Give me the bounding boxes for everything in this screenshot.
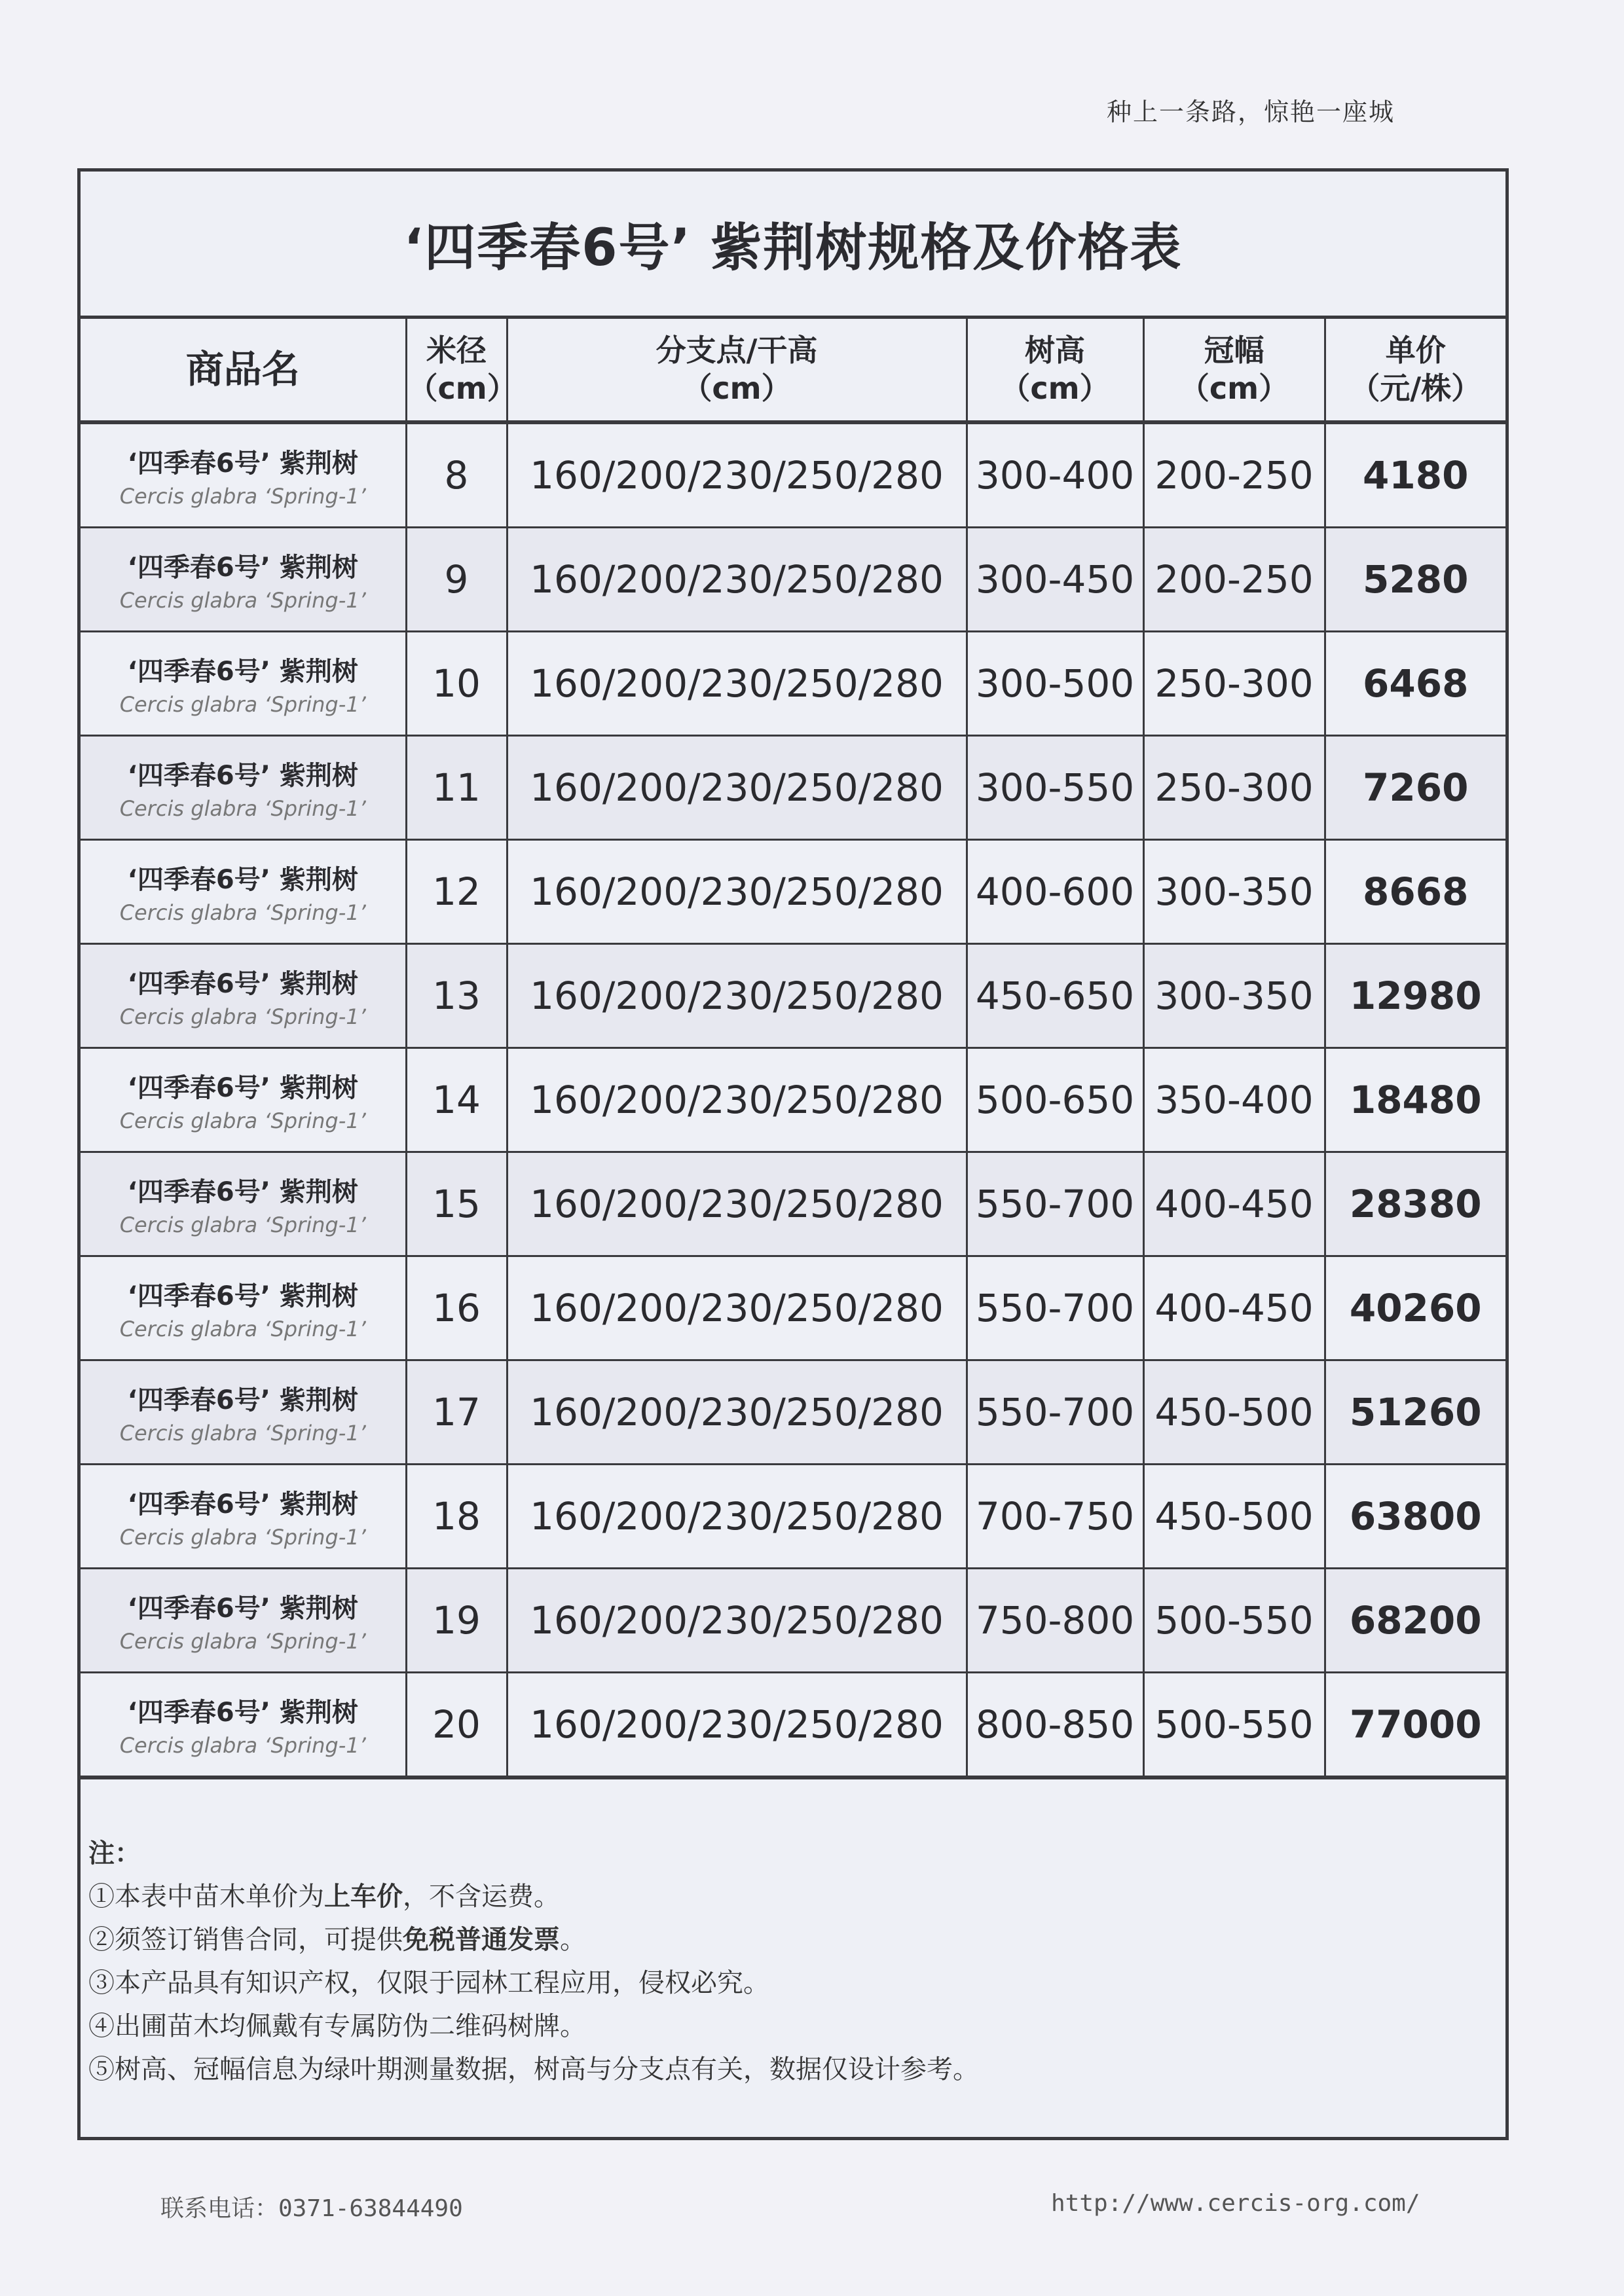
cell-product-name: ‘四季春6号’ 紫荆树 Cercis glabra ‘Spring-1’ <box>81 736 406 840</box>
cell-branch-height: 160/200/230/250/280 <box>507 1569 967 1673</box>
latin-name: Cercis glabra ‘Spring-1’ <box>119 691 366 717</box>
cell-branch-height: 160/200/230/250/280 <box>507 1673 967 1778</box>
cell-crown: 200-250 <box>1143 422 1325 528</box>
cell-price: 28380 <box>1325 1152 1505 1256</box>
cell-diameter: 19 <box>406 1569 507 1673</box>
cell-diameter: 13 <box>406 944 507 1048</box>
cell-product-name: ‘四季春6号’ 紫荆树 Cercis glabra ‘Spring-1’ <box>81 1048 406 1152</box>
cell-price: 77000 <box>1325 1673 1505 1778</box>
table-row <box>81 1673 1505 1778</box>
cell-tree-height: 300-500 <box>967 632 1143 736</box>
cell-branch-height: 160/200/230/250/280 <box>507 1152 967 1256</box>
cell-price: 12980 <box>1325 944 1505 1048</box>
latin-name: Cercis glabra ‘Spring-1’ <box>119 1524 366 1550</box>
slogan: 种上一条路，惊艳一座城 <box>1107 98 1395 126</box>
cell-crown: 500-550 <box>1143 1569 1325 1673</box>
latin-name: Cercis glabra ‘Spring-1’ <box>119 1108 366 1133</box>
table-row <box>81 1048 1505 1152</box>
note-item: ⑤树高、冠幅信息为绿叶期测量数据，树高与分支点有关，数据仅设计参考。 <box>88 2054 979 2085</box>
cell-crown: 350-400 <box>1143 1048 1325 1152</box>
cell-crown: 450-500 <box>1143 1465 1325 1569</box>
note-item: ②须签订销售合同，可提供免税普通发票。 <box>88 1925 586 1955</box>
cell-price: 18480 <box>1325 1048 1505 1152</box>
cell-tree-height: 550-700 <box>967 1256 1143 1360</box>
cell-price: 8668 <box>1325 840 1505 944</box>
cell-diameter: 14 <box>406 1048 507 1152</box>
latin-name: Cercis glabra ‘Spring-1’ <box>119 1004 366 1029</box>
cell-price: 6468 <box>1325 632 1505 736</box>
col-header-tree-height: 树高 （cm） <box>967 319 1143 422</box>
cell-diameter: 9 <box>406 528 507 632</box>
cell-product-name: ‘四季春6号’ 紫荆树 Cercis glabra ‘Spring-1’ <box>81 944 406 1048</box>
cell-crown: 200-250 <box>1143 528 1325 632</box>
contact-phone: 联系电话：0371-63844490 <box>160 2195 463 2222</box>
table-row <box>81 1152 1505 1256</box>
cell-crown: 300-350 <box>1143 840 1325 944</box>
latin-name: Cercis glabra ‘Spring-1’ <box>119 900 366 925</box>
cell-diameter: 11 <box>406 736 507 840</box>
cell-price: 7260 <box>1325 736 1505 840</box>
cell-price: 40260 <box>1325 1256 1505 1360</box>
cell-crown: 300-350 <box>1143 944 1325 1048</box>
cell-branch-height: 160/200/230/250/280 <box>507 1256 967 1360</box>
note-item: ④出圃苗木均佩戴有专属防伪二维码树牌。 <box>88 2011 586 2041</box>
table-row <box>81 944 1505 1048</box>
cell-product-name: ‘四季春6号’ 紫荆树 Cercis glabra ‘Spring-1’ <box>81 422 406 528</box>
cell-product-name: ‘四季春6号’ 紫荆树 Cercis glabra ‘Spring-1’ <box>81 1360 406 1465</box>
table-title: ‘四季春6号’ 紫荆树规格及价格表 <box>81 172 1505 319</box>
price-table <box>81 319 1505 1779</box>
col-header-diameter: 米径 （cm） <box>406 319 507 422</box>
cell-branch-height: 160/200/230/250/280 <box>507 632 967 736</box>
cell-diameter: 18 <box>406 1465 507 1569</box>
cell-diameter: 8 <box>406 422 507 528</box>
note-item: ①本表中苗木单价为上车价，不含运费。 <box>88 1882 560 1912</box>
table-row <box>81 736 1505 840</box>
cell-branch-height: 160/200/230/250/280 <box>507 1465 967 1569</box>
cell-diameter: 10 <box>406 632 507 736</box>
latin-name: Cercis glabra ‘Spring-1’ <box>119 795 366 821</box>
header-row <box>81 319 1505 422</box>
cell-product-name: ‘四季春6号’ 紫荆树 Cercis glabra ‘Spring-1’ <box>81 1569 406 1673</box>
col-header-branch-height: 分支点/干高 （cm） <box>507 319 967 422</box>
cell-price: 63800 <box>1325 1465 1505 1569</box>
cell-branch-height: 160/200/230/250/280 <box>507 422 967 528</box>
cell-branch-height: 160/200/230/250/280 <box>507 840 967 944</box>
latin-name: Cercis glabra ‘Spring-1’ <box>119 483 366 509</box>
cell-product-name: ‘四季春6号’ 紫荆树 Cercis glabra ‘Spring-1’ <box>81 1152 406 1256</box>
cell-crown: 250-300 <box>1143 736 1325 840</box>
cell-tree-height: 800-850 <box>967 1673 1143 1778</box>
col-header-crown: 冠幅 （cm） <box>1143 319 1325 422</box>
latin-name: Cercis glabra ‘Spring-1’ <box>119 1628 366 1654</box>
cell-product-name: ‘四季春6号’ 紫荆树 Cercis glabra ‘Spring-1’ <box>81 840 406 944</box>
cell-product-name: ‘四季春6号’ 紫荆树 Cercis glabra ‘Spring-1’ <box>81 528 406 632</box>
website-url[interactable]: http://www.cercis-org.com/ <box>1051 2190 1420 2217</box>
cell-crown: 250-300 <box>1143 632 1325 736</box>
cell-tree-height: 550-700 <box>967 1360 1143 1465</box>
notes-section <box>81 1779 1505 2091</box>
cell-crown: 500-550 <box>1143 1673 1325 1778</box>
price-sheet <box>77 168 1509 2140</box>
cell-tree-height: 300-550 <box>967 736 1143 840</box>
cell-tree-height: 500-650 <box>967 1048 1143 1152</box>
cell-tree-height: 300-450 <box>967 528 1143 632</box>
latin-name: Cercis glabra ‘Spring-1’ <box>119 1316 366 1341</box>
cell-branch-height: 160/200/230/250/280 <box>507 1360 967 1465</box>
cell-diameter: 15 <box>406 1152 507 1256</box>
cell-tree-height: 550-700 <box>967 1152 1143 1256</box>
cell-diameter: 17 <box>406 1360 507 1465</box>
table-row <box>81 1465 1505 1569</box>
cell-tree-height: 750-800 <box>967 1569 1143 1673</box>
cell-diameter: 20 <box>406 1673 507 1778</box>
cell-branch-height: 160/200/230/250/280 <box>507 736 967 840</box>
cell-crown: 400-450 <box>1143 1256 1325 1360</box>
cell-tree-height: 700-750 <box>967 1465 1143 1569</box>
col-header-name: 商品名 <box>81 319 406 422</box>
table-row <box>81 840 1505 944</box>
table-row <box>81 422 1505 528</box>
cell-product-name: ‘四季春6号’ 紫荆树 Cercis glabra ‘Spring-1’ <box>81 1256 406 1360</box>
latin-name: Cercis glabra ‘Spring-1’ <box>119 1732 366 1758</box>
table-row <box>81 528 1505 632</box>
cell-product-name: ‘四季春6号’ 紫荆树 Cercis glabra ‘Spring-1’ <box>81 632 406 736</box>
table-row <box>81 1256 1505 1360</box>
notes-heading: 注： <box>88 1838 141 1868</box>
latin-name: Cercis glabra ‘Spring-1’ <box>119 1420 366 1446</box>
latin-name: Cercis glabra ‘Spring-1’ <box>119 587 366 613</box>
latin-name: Cercis glabra ‘Spring-1’ <box>119 1212 366 1237</box>
cell-diameter: 16 <box>406 1256 507 1360</box>
cell-tree-height: 300-400 <box>967 422 1143 528</box>
table-row <box>81 1569 1505 1673</box>
cell-price: 68200 <box>1325 1569 1505 1673</box>
col-header-price: 单价 （元/株） <box>1325 319 1505 422</box>
cell-crown: 400-450 <box>1143 1152 1325 1256</box>
note-item: ③本产品具有知识产权，仅限于园林工程应用，侵权必究。 <box>88 1968 769 1998</box>
table-row <box>81 632 1505 736</box>
cell-branch-height: 160/200/230/250/280 <box>507 528 967 632</box>
cell-branch-height: 160/200/230/250/280 <box>507 944 967 1048</box>
cell-product-name: ‘四季春6号’ 紫荆树 Cercis glabra ‘Spring-1’ <box>81 1673 406 1778</box>
cell-crown: 450-500 <box>1143 1360 1325 1465</box>
cell-tree-height: 400-600 <box>967 840 1143 944</box>
cell-price: 51260 <box>1325 1360 1505 1465</box>
table-row <box>81 1360 1505 1465</box>
cell-price: 5280 <box>1325 528 1505 632</box>
cell-diameter: 12 <box>406 840 507 944</box>
cell-tree-height: 450-650 <box>967 944 1143 1048</box>
cell-branch-height: 160/200/230/250/280 <box>507 1048 967 1152</box>
cell-price: 4180 <box>1325 422 1505 528</box>
cell-product-name: ‘四季春6号’ 紫荆树 Cercis glabra ‘Spring-1’ <box>81 1465 406 1569</box>
